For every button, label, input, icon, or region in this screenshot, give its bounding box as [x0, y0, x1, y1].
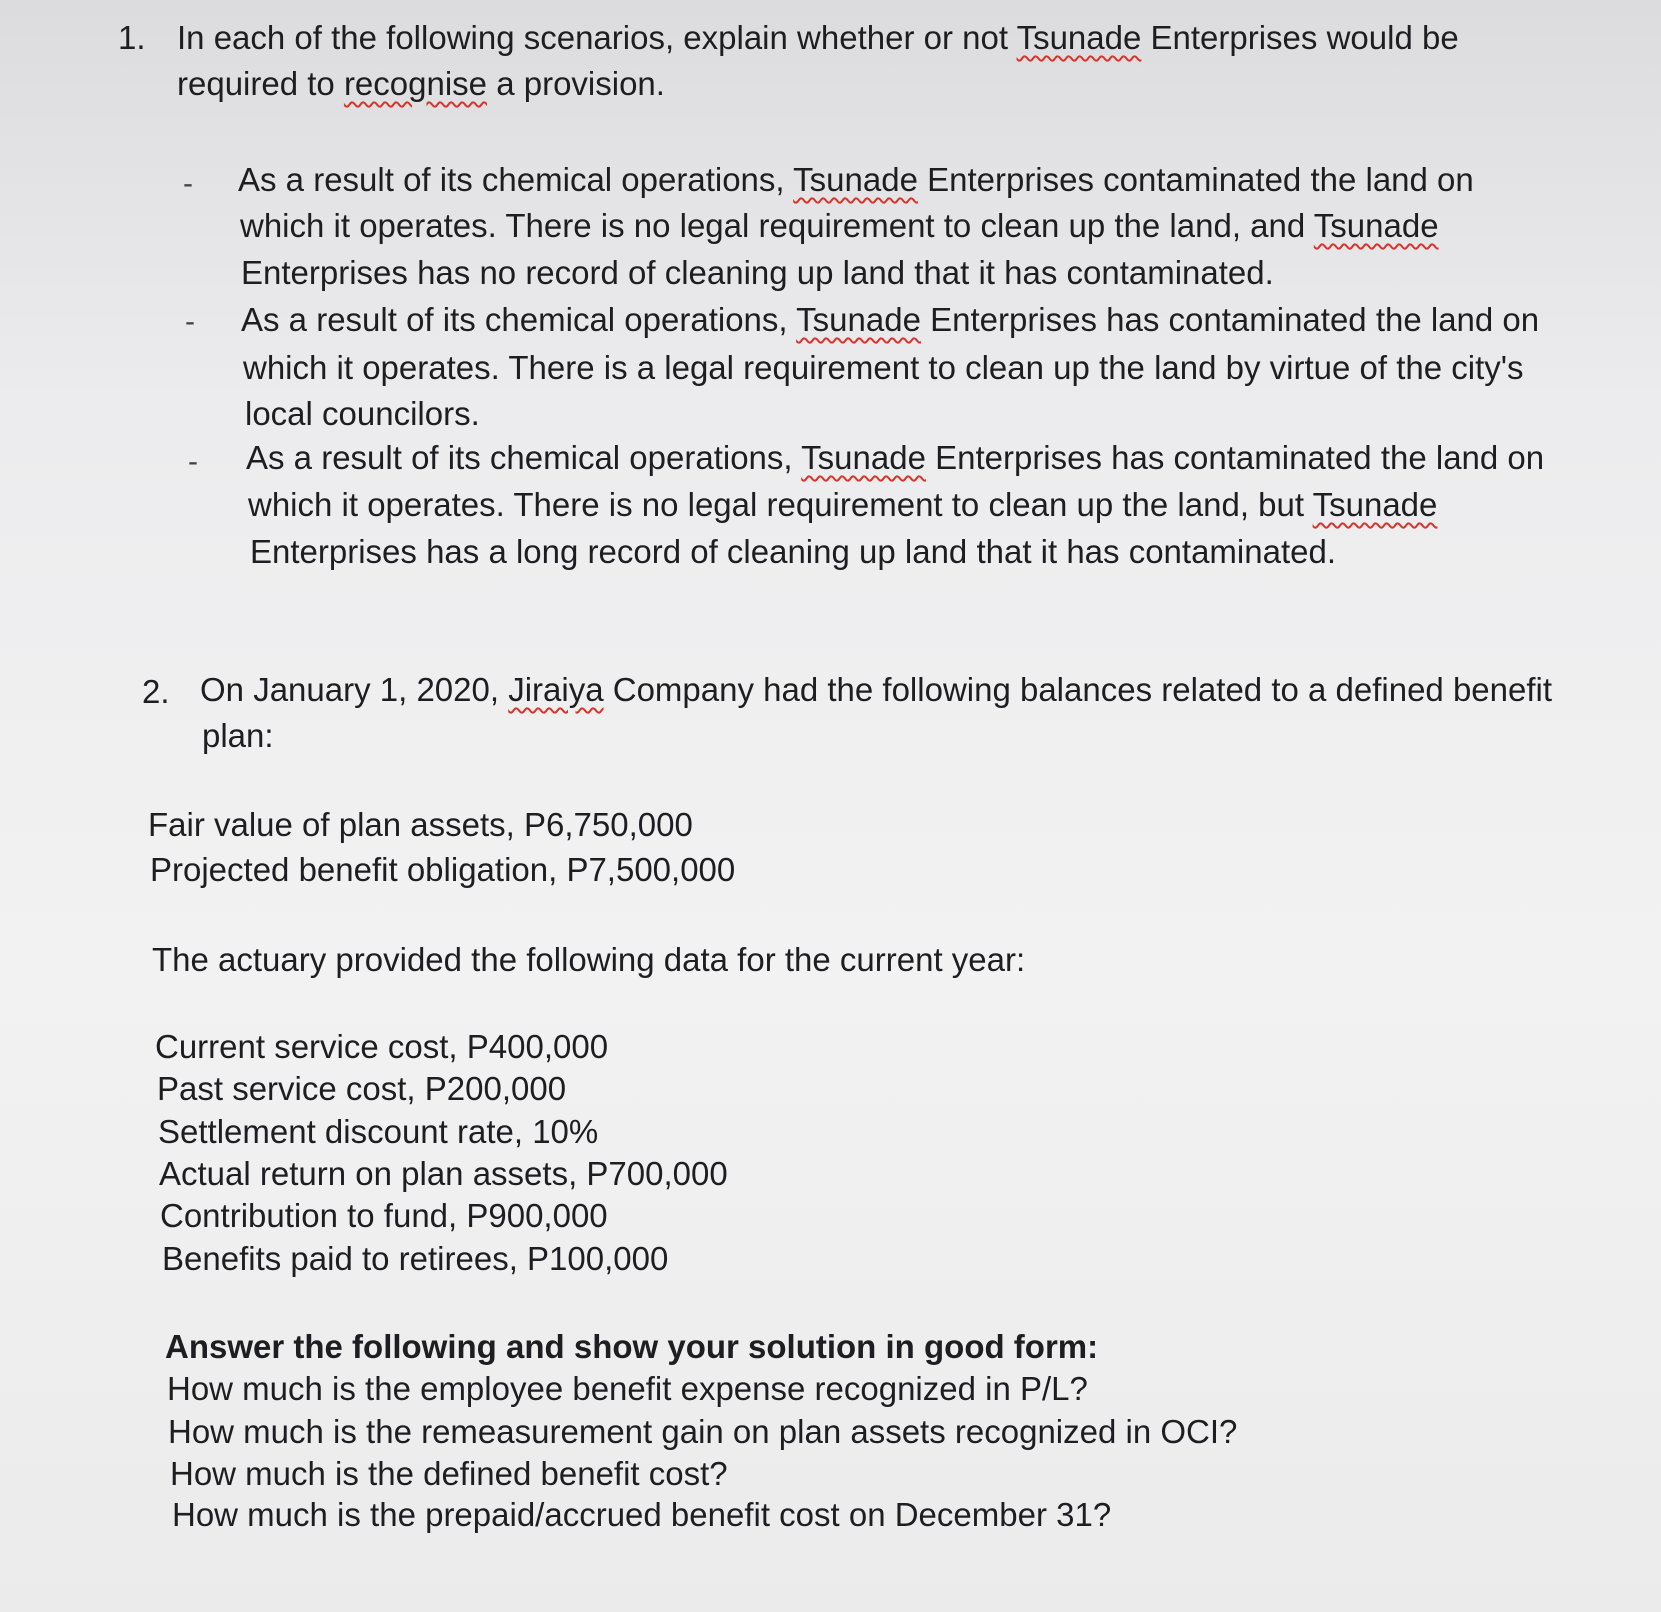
balance-item: Projected benefit obligation, P7,500,000: [150, 851, 736, 888]
scenario-3-line-2: which it operates. There is no legal requirement to clean up the land, but Tsunade: [248, 486, 1438, 523]
question-2-number: 2.: [142, 673, 170, 710]
actuary-data-item: Actual return on plan assets, P700,000: [159, 1155, 728, 1192]
misspelled-word: Tsunade: [801, 439, 926, 476]
misspelled-word: Tsunade: [793, 161, 918, 198]
bullet-dash: -: [188, 445, 198, 478]
misspelled-word: Jiraiya: [508, 671, 604, 708]
scenario-1-line-3: Enterprises has no record of cleaning up land that it has contaminated.: [241, 254, 1274, 291]
scenario-2-line-2: which it operates. There is a legal requirement to clean up the land by virtue of the city's: [243, 349, 1524, 386]
question-1-number: 1.: [118, 19, 146, 56]
question-2-intro-line-2: plan:: [202, 717, 274, 754]
misspelled-word: Tsunade: [1016, 19, 1142, 56]
scenario-1-line-1: As a result of its chemical operations, Tsunade Enterprises contaminated the land on: [238, 161, 1474, 198]
actuary-data-item: Benefits paid to retirees, P100,000: [162, 1240, 669, 1277]
actuary-data-item: Contribution to fund, P900,000: [160, 1197, 608, 1234]
actuary-intro: The actuary provided the following data for the current year:: [152, 941, 1026, 978]
answer-question: How much is the prepaid/accrued benefit cost on December 31?: [172, 1496, 1112, 1533]
actuary-data-item: Settlement discount rate, 10%: [158, 1113, 599, 1150]
scenario-2-line-1: As a result of its chemical operations, Tsunade Enterprises has contaminated the land on: [241, 301, 1540, 338]
actuary-data-item: Current service cost, P400,000: [155, 1028, 609, 1065]
question-1-intro-line-2: required to recognise a provision.: [177, 65, 665, 102]
answer-heading: Answer the following and show your solution in good form:: [165, 1328, 1099, 1365]
actuary-data-item: Past service cost, P200,000: [157, 1070, 567, 1107]
misspelled-word: Tsunade: [796, 301, 921, 338]
scenario-3-line-1: As a result of its chemical operations, Tsunade Enterprises has contaminated the land on: [246, 439, 1545, 476]
bullet-dash: -: [183, 167, 193, 200]
misspelled-word: Tsunade: [1313, 207, 1439, 244]
balance-item: Fair value of plan assets, P6,750,000: [148, 806, 693, 843]
scenario-1-line-2: which it operates. There is no legal requirement to clean up the land, and Tsunade: [240, 207, 1439, 244]
question-1-intro-line-1: In each of the following scenarios, explain whether or not Tsunade Enterprises would be: [177, 19, 1459, 56]
scenario-2-line-3: local councilors.: [245, 395, 480, 432]
answer-question: How much is the employee benefit expense recognized in P/L?: [167, 1370, 1088, 1407]
answer-question: How much is the remeasurement gain on plan assets recognized in OCI?: [168, 1413, 1238, 1450]
misspelled-word: Tsunade: [1312, 486, 1438, 523]
bullet-dash: -: [185, 305, 195, 338]
answer-question: How much is the defined benefit cost?: [170, 1455, 728, 1492]
question-2-intro-line-1: On January 1, 2020, Jiraiya Company had the following balances related to a defined benefit: [200, 671, 1553, 708]
scenario-3-line-3: Enterprises has a long record of cleaning up land that it has contaminated.: [250, 533, 1337, 570]
misspelled-word: recognise: [343, 65, 488, 102]
